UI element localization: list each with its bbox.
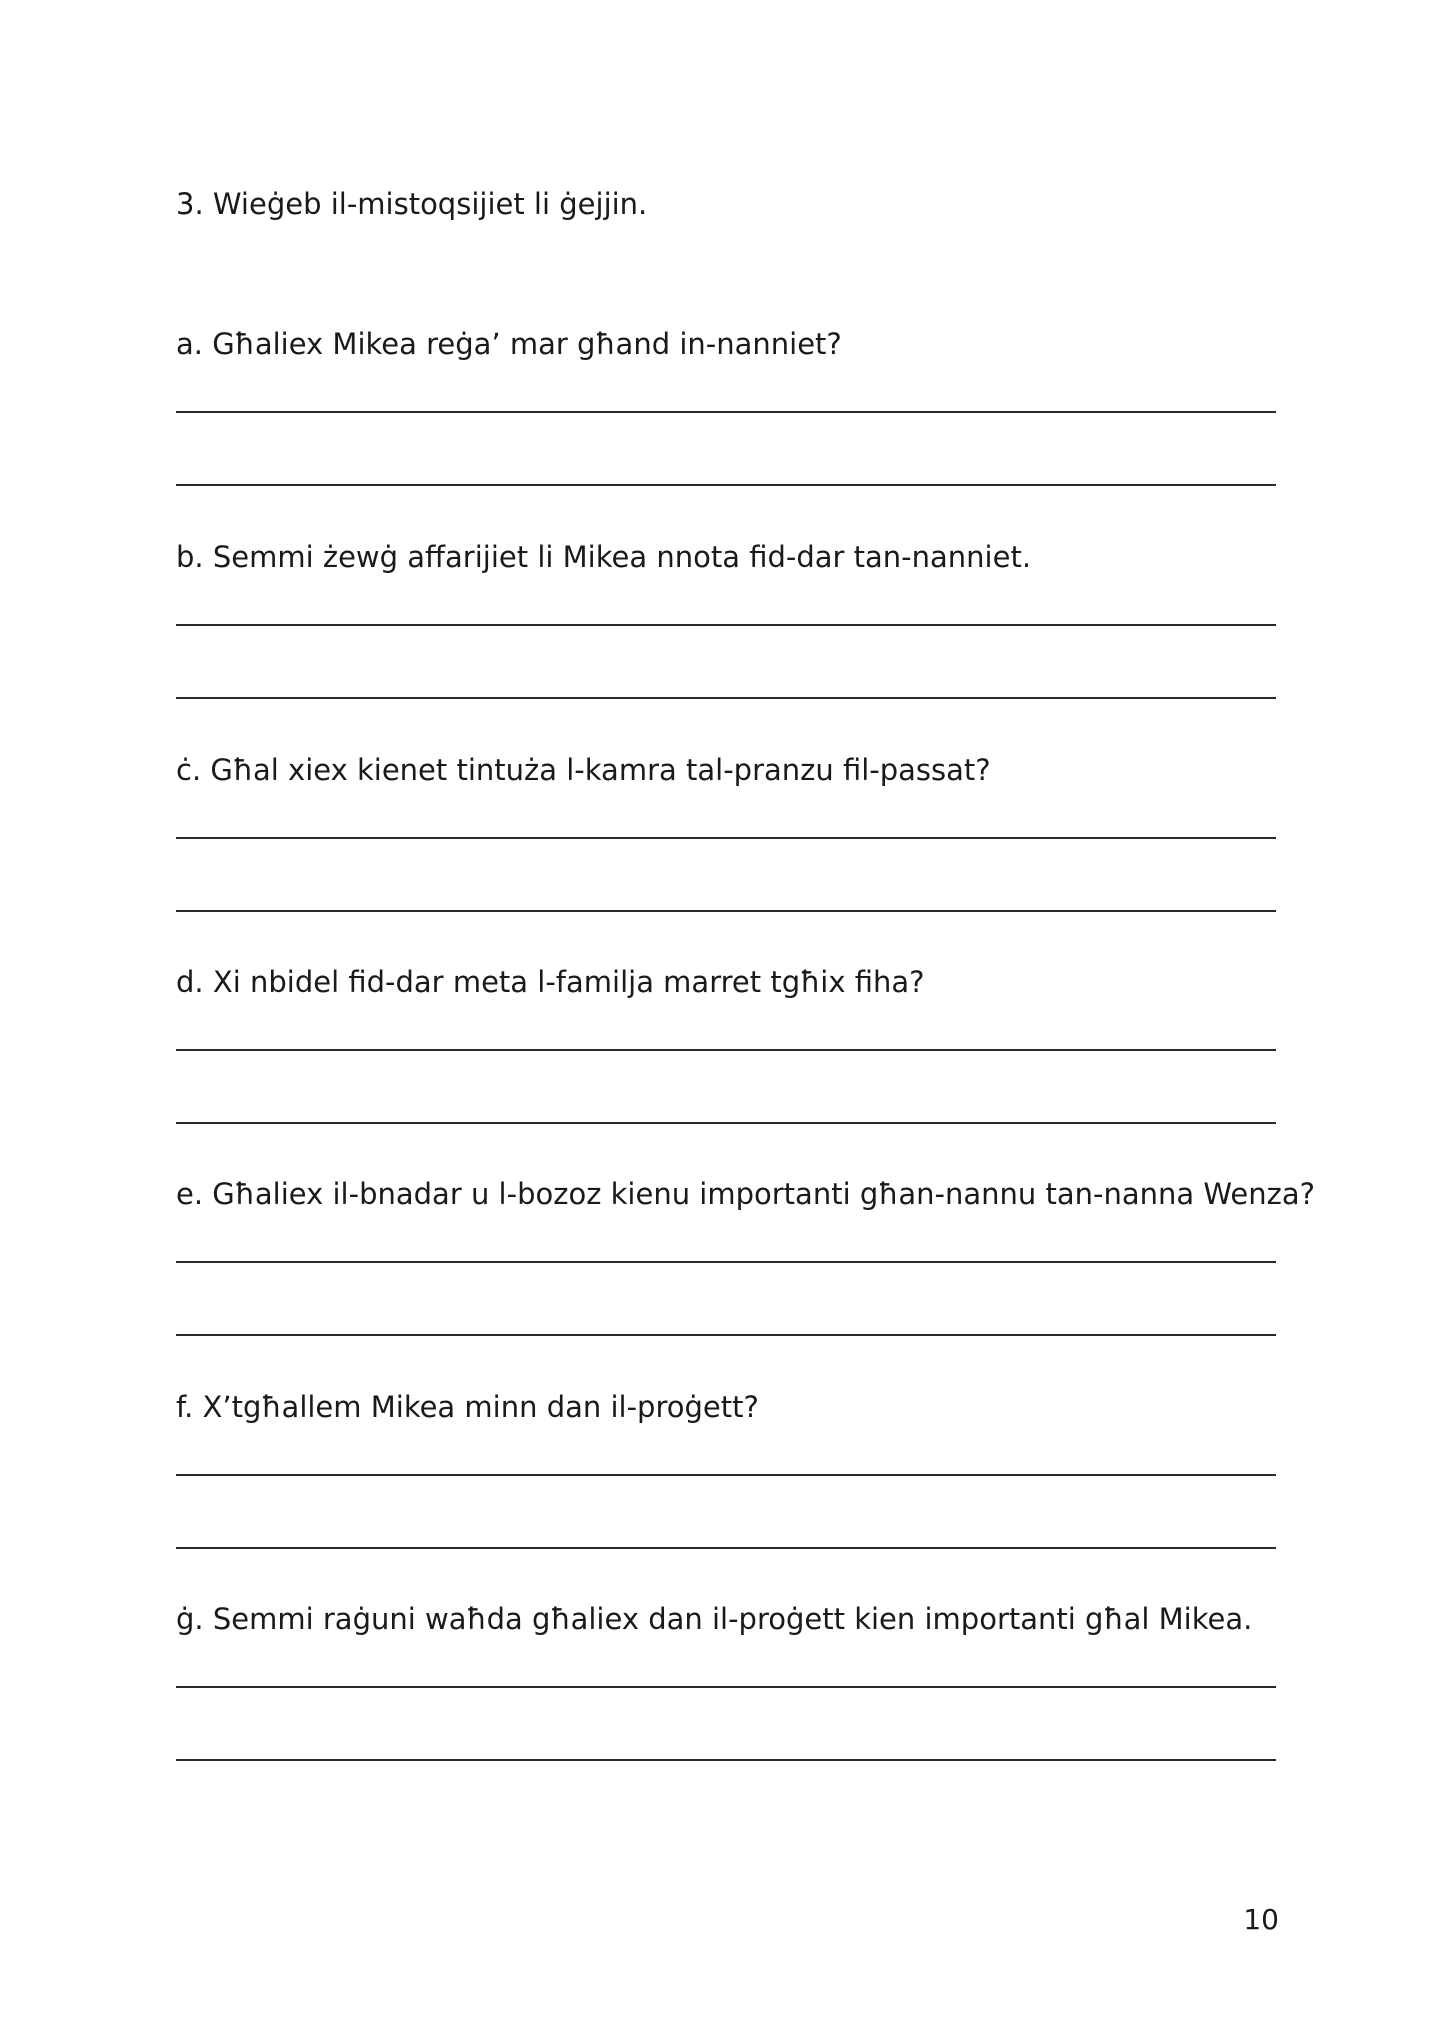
answer-line[interactable] — [176, 624, 1276, 626]
question-text: d. Xi nbidel fid-dar meta l-familja marret tgħix fiha? — [176, 965, 925, 999]
exercise-heading: 3. Wieġeb il-mistoqsijiet li ġejjin. — [176, 187, 648, 221]
question-c — [176, 748, 1276, 792]
question-g — [176, 1597, 1276, 1641]
question-b — [176, 535, 1276, 579]
question-text: e. Għaliex il-bnadar u l-bozoz kienu importanti għan-nannu tan-nanna Wenza? — [176, 1177, 1316, 1211]
question-text: a. Għaliex Mikea reġa’ mar għand in-nanniet? — [176, 327, 842, 361]
answer-line[interactable] — [176, 1474, 1276, 1476]
answer-line[interactable] — [176, 1759, 1276, 1761]
answer-line[interactable] — [176, 837, 1276, 839]
answer-line[interactable] — [176, 1547, 1276, 1549]
question-e — [176, 1172, 1316, 1216]
page-number: 10 — [1243, 1903, 1279, 1936]
question-a — [176, 322, 1276, 366]
answer-line[interactable] — [176, 910, 1276, 912]
question-text: b. Semmi żewġ affarijiet li Mikea nnota fid-dar tan-nanniet. — [176, 540, 1032, 574]
answer-line[interactable] — [176, 1049, 1276, 1051]
answer-line[interactable] — [176, 1334, 1276, 1336]
answer-line[interactable] — [176, 1122, 1276, 1124]
answer-line[interactable] — [176, 484, 1276, 486]
answer-line[interactable] — [176, 697, 1276, 699]
question-d — [176, 960, 1276, 1004]
question-text: f. X’tgħallem Mikea minn dan il-proġett? — [176, 1390, 759, 1424]
answer-line[interactable] — [176, 411, 1276, 413]
question-f — [176, 1385, 1276, 1429]
answer-line[interactable] — [176, 1686, 1276, 1688]
question-text: ġ. Semmi raġuni waħda għaliex dan il-proġett kien importanti għal Mikea. — [176, 1602, 1253, 1636]
question-text: ċ. Għal xiex kienet tintuża l-kamra tal-pranzu fil-passat? — [176, 753, 991, 787]
answer-line[interactable] — [176, 1261, 1276, 1263]
